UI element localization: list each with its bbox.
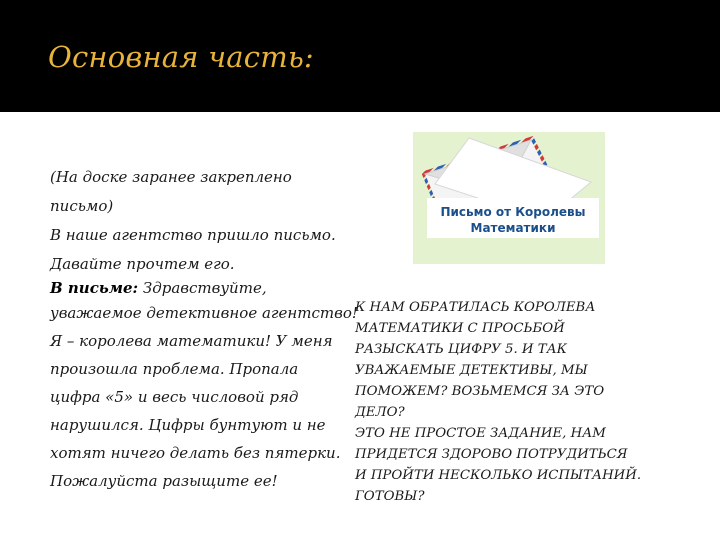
envelope-caption-line1: Письмо от Королевы: [440, 205, 586, 219]
envelope-caption-line2: Математики: [470, 221, 556, 235]
letter-line: произошла проблема. Пропала: [50, 360, 299, 378]
task-line: ДЕЛО?: [355, 405, 405, 420]
intro-line: письмо): [50, 197, 114, 215]
task-line: ЭТО НЕ ПРОСТОЕ ЗАДАНИЕ, НАМ: [355, 426, 606, 441]
letter-body: [50, 299, 360, 495]
intro-line: (На доске заранее закреплено: [50, 168, 292, 186]
task-line: ПРИДЕТСЯ ЗДОРОВО ПОТРУДИТЬСЯ: [355, 447, 628, 462]
envelope-icon: [413, 132, 605, 264]
letter-line: цифра «5» и весь числовой ряд: [50, 388, 299, 406]
letter-line: нарушился. Цифры бунтуют и не: [50, 416, 326, 434]
letter-line: хотят ничего делать без пятерки.: [50, 444, 341, 462]
task-line: И ПРОЙТИ НЕСКОЛЬКО ИСПЫТАНИЙ.: [355, 468, 642, 483]
task-line: ГОТОВЫ?: [355, 489, 425, 504]
intro-text: [50, 163, 370, 279]
task-text: [355, 297, 715, 507]
envelope-image: [413, 132, 605, 264]
letter-line: уважаемое детективное агентство!: [50, 304, 358, 322]
letter-label: В письме:: [50, 279, 139, 297]
task-line: К НАМ ОБРАТИЛАСЬ КОРОЛЕВА: [355, 300, 596, 315]
intro-line: В наше агентство пришло письмо.: [50, 226, 336, 244]
letter-line: Я – королева математики! У меня: [50, 332, 333, 350]
task-line: УВАЖАЕМЫЕ ДЕТЕКТИВЫ, МЫ: [355, 363, 588, 378]
letter-intro: [50, 279, 267, 297]
letter-greeting: Здравствуйте,: [142, 279, 267, 297]
task-line: МАТЕМАТИКИ С ПРОСЬБОЙ: [355, 321, 565, 336]
task-line: ПОМОЖЕМ? ВОЗЬМЕМСЯ ЗА ЭТО: [355, 384, 605, 399]
task-line: РАЗЫСКАТЬ ЦИФРУ 5. И ТАК: [355, 342, 567, 357]
slide-title: Основная часть:: [48, 40, 314, 74]
intro-line: Давайте прочтем его.: [50, 255, 235, 273]
letter-line: Пожалуйста разыщите ее!: [50, 472, 278, 490]
